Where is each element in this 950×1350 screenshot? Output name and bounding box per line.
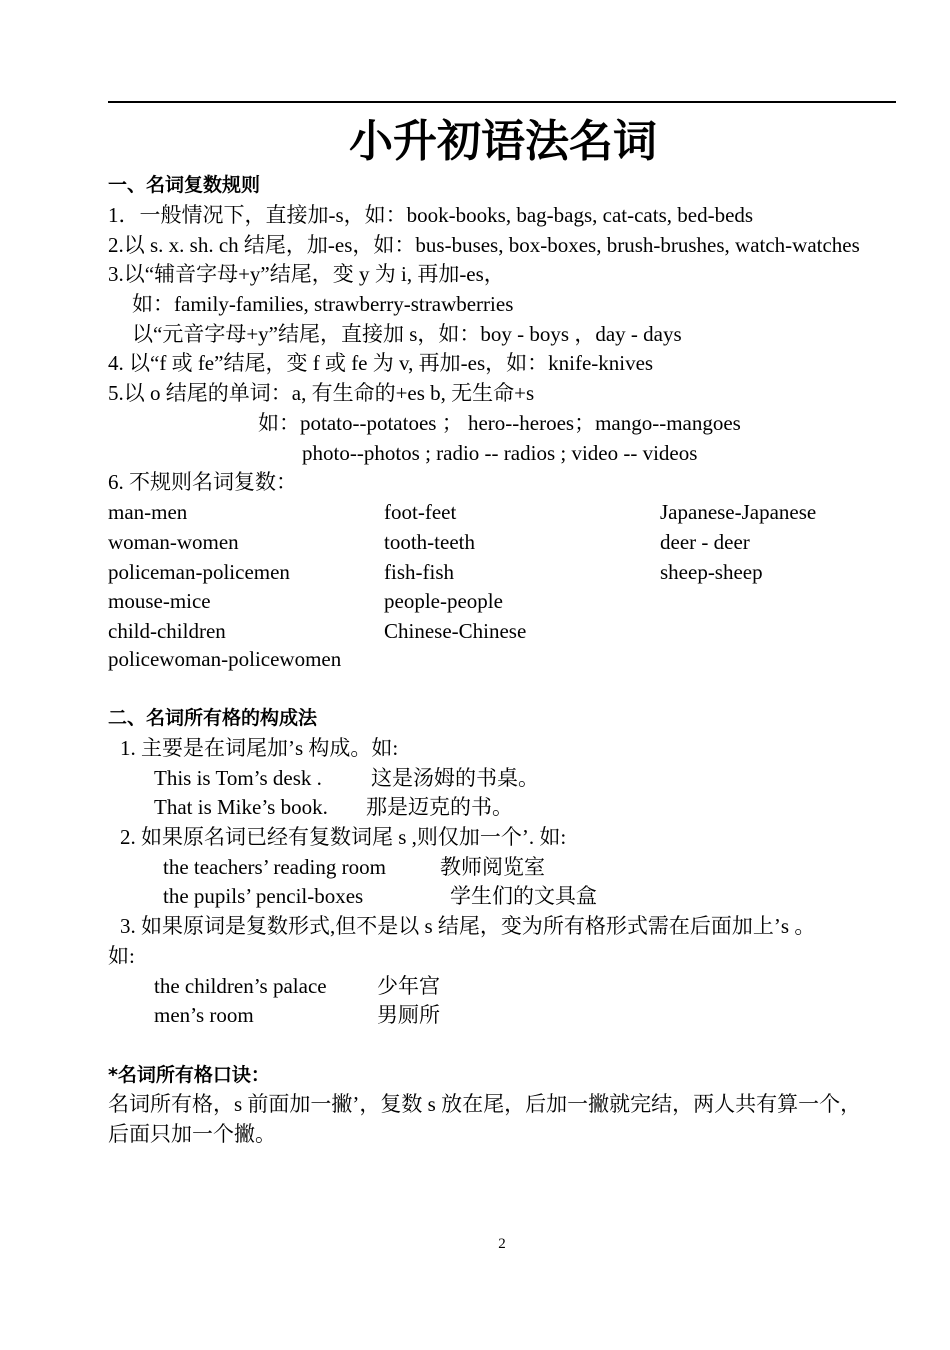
possessive-item1: 1. 主要是在词尾加’s 构成。如: (120, 736, 399, 760)
possessive-item3-continuation: 如: (108, 944, 135, 968)
irregular-item: fish-fish (384, 560, 454, 584)
possessive-example-zh: 那是迈克的书。 (366, 795, 513, 819)
possessive-example-en: This is Tom’s desk . (154, 766, 322, 790)
possessive-example-zh: 这是汤姆的书桌。 (371, 766, 539, 790)
mnemonic-line1: 名词所有格，s 前面加一撇’，复数 s 放在尾，后加一撇就完结，两人共有算一个， (108, 1092, 862, 1116)
irregular-item: mouse-mice (108, 589, 211, 613)
rule3: 3.以“辅音字母+y”结尾，变 y 为 i, 再加-es， (108, 262, 505, 286)
possessive-item3: 3. 如果原词是复数形式,但不是以 s 结尾，变为所有格形式需在后面加上’s 。 (120, 914, 816, 938)
section2-heading: 二、名词所有格的构成法 (108, 707, 318, 729)
irregular-item: woman-women (108, 530, 239, 554)
possessive-example-en: That is Mike’s book. (154, 795, 328, 819)
rule5-example1: 如：potato--potatoes ； hero--heroes；mango--mangoes (258, 411, 741, 435)
rule3-vowel: 以“元音字母+y”结尾，直接加 s，如：boy - boys ，day - days (132, 322, 682, 346)
irregular-item: child-children (108, 619, 226, 643)
irregular-item: tooth-teeth (384, 530, 475, 554)
possessive-example-en: the teachers’ reading room (163, 855, 386, 879)
irregular-item: deer - deer (660, 530, 750, 554)
possessive-example-zh: 学生们的文具盒 (450, 884, 597, 908)
irregular-item: policewoman-policewomen (108, 647, 342, 671)
rule4: 4. 以“f 或 fe”结尾，变 f 或 fe 为 v, 再加-es，如：knife-knives (108, 351, 654, 375)
rule6: 6. 不规则名词复数： (108, 470, 297, 494)
rule2: 2.以 s. x. sh. ch 结尾，加-es，如：bus-buses, box-boxes, brush-brushes, watch-watches (108, 233, 860, 257)
possessive-example-en: the pupils’ pencil-boxes (163, 884, 364, 908)
irregular-item: policeman-policemen (108, 560, 290, 584)
page-number: 2 (498, 1236, 506, 1252)
irregular-item: people-people (384, 589, 503, 613)
irregular-item: man-men (108, 500, 188, 524)
section3-heading: *名词所有格口诀： (108, 1064, 270, 1086)
rule3-example: 如：family-families, strawberry-strawberries (132, 292, 514, 316)
rule1: 1．一般情况下，直接加-s，如：book-books, bag-bags, cat-cats, bed-beds (108, 203, 754, 227)
rule5: 5.以 o 结尾的单词：a, 有生命的+es b, 无生命+s (108, 381, 535, 405)
irregular-item: foot-feet (384, 500, 457, 524)
document-title: 小升初语法名词 (349, 117, 657, 166)
possessive-example-zh: 少年宫 (377, 974, 440, 998)
section1-heading: 一、名词复数规则 (108, 174, 261, 196)
possessive-example-en: men’s room (154, 1003, 254, 1027)
rule5-example2: photo--photos ; radio -- radios ; video -- videos (302, 441, 698, 465)
top-rule (108, 101, 896, 103)
irregular-item: sheep-sheep (660, 560, 763, 584)
possessive-item2: 2. 如果原名词已经有复数词尾 s ,则仅加一个’. 如: (120, 825, 567, 849)
irregular-item: Chinese-Chinese (384, 619, 527, 643)
mnemonic-line2: 后面只加一个撇。 (108, 1122, 276, 1146)
possessive-example-en: the children’s palace (154, 974, 327, 998)
possessive-example-zh: 男厕所 (377, 1003, 440, 1027)
irregular-item: Japanese-Japanese (660, 500, 817, 524)
possessive-example-zh: 教师阅览室 (440, 855, 545, 879)
